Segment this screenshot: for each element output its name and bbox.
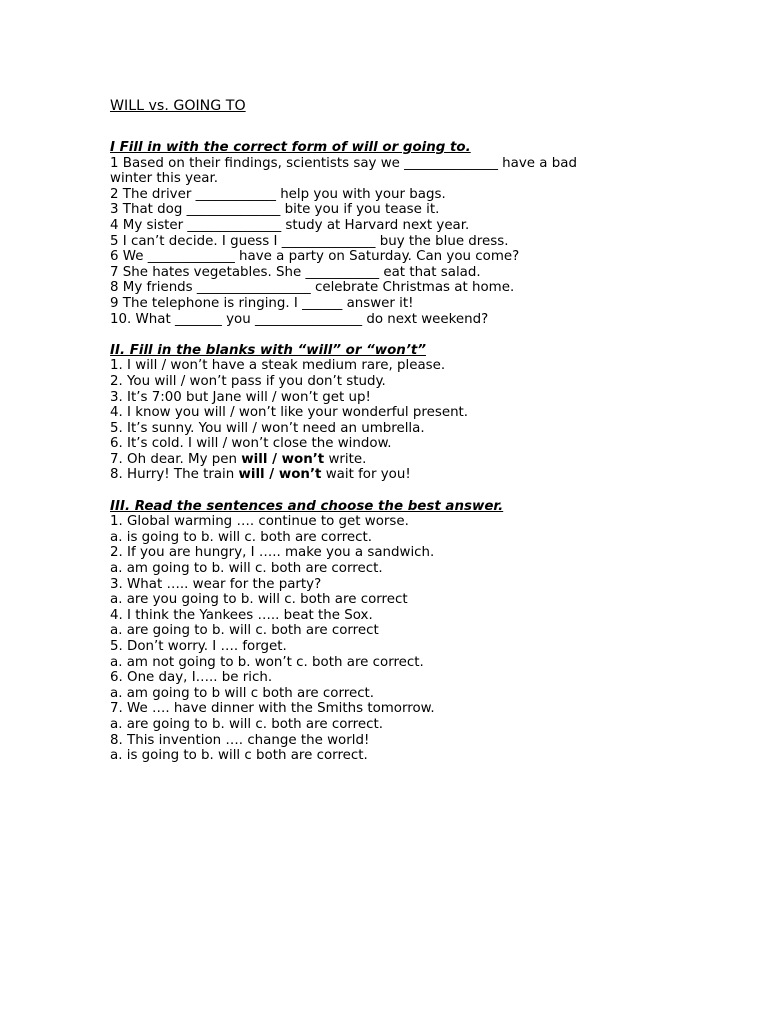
section-2-heading: II. Fill in the blanks with “will” or “won’t” bbox=[110, 342, 426, 358]
exercise-line bbox=[110, 467, 730, 483]
exercise-line bbox=[110, 452, 730, 468]
bold-answer-choice: will / won’t bbox=[238, 467, 322, 483]
exercise-line: 6 We _____________ have a party on Saturday. Can you come? bbox=[110, 249, 520, 265]
line-text: wait for you! bbox=[321, 467, 411, 483]
exercise-line: 9 The telephone is ringing. I ______ answer it! bbox=[110, 295, 414, 311]
section-1-heading: I Fill in with the correct form of will or going to. bbox=[110, 140, 471, 155]
question-line: 6. One day, I….. be rich. bbox=[110, 670, 273, 686]
exercise-line: 3. It’s 7:00 but Jane will / won’t get up! bbox=[110, 389, 371, 405]
exercise-line: 6. It’s cold. I will / won’t close the window. bbox=[110, 436, 392, 452]
exercise-line: 8 My friends _________________ celebrate Christmas at home. bbox=[110, 280, 515, 296]
question-line: 2. If you are hungry, I ….. make you a sandwich. bbox=[110, 545, 435, 561]
section-1 bbox=[110, 140, 730, 327]
answer-options: a. is going to b. will c. both are correct. bbox=[110, 529, 373, 545]
section-3 bbox=[110, 499, 730, 764]
question-line: 5. Don’t worry. I …. forget. bbox=[110, 639, 287, 654]
answer-options: a. are you going to b. will c. both are correct bbox=[110, 592, 408, 608]
answer-options: a. are going to b. will c. both are correct. bbox=[110, 716, 383, 732]
exercise-line: 1. I will / won’t have a steak medium rare, please. bbox=[110, 358, 446, 374]
exercise-line: winter this year. bbox=[110, 171, 219, 187]
exercise-line: 5 I can’t decide. I guess I ______________ buy the blue dress. bbox=[110, 233, 509, 249]
section-2 bbox=[110, 343, 730, 483]
section-3-heading: III. Read the sentences and choose the best answer. bbox=[110, 498, 504, 514]
exercise-line: 7 She hates vegetables. She ___________ eat that salad. bbox=[110, 264, 481, 280]
exercise-line: 3 That dog ______________ bite you if you tease it. bbox=[110, 202, 440, 218]
line-text: write. bbox=[324, 451, 367, 467]
answer-options: a. am going to b will c both are correct. bbox=[110, 685, 375, 701]
line-text: 8. Hurry! The train bbox=[110, 467, 239, 483]
question-line: 8. This invention …. change the world! bbox=[110, 732, 370, 748]
exercise-line: 2 The driver ____________ help you with your bags. bbox=[110, 186, 446, 202]
bold-answer-choice: will / won’t bbox=[241, 451, 325, 467]
exercise-line: 1 Based on their findings, scientists say we ______________ have a bad bbox=[110, 155, 577, 171]
question-line: 3. What ….. wear for the party? bbox=[110, 576, 322, 592]
line-text: 7. Oh dear. My pen bbox=[110, 451, 242, 467]
answer-options: a. is going to b. will c both are correct. bbox=[110, 748, 368, 764]
worksheet-page bbox=[110, 97, 730, 779]
answer-options: a. am not going to b. won’t c. both are correct. bbox=[110, 654, 424, 670]
exercise-line: 4 My sister ______________ study at Harvard next year. bbox=[110, 217, 470, 233]
question-line: 7. We …. have dinner with the Smiths tomorrow. bbox=[110, 701, 435, 717]
exercise-line: 5. It’s sunny. You will / won’t need an umbrella. bbox=[110, 420, 425, 436]
exercise-line: 2. You will / won’t pass if you don’t study. bbox=[110, 373, 386, 389]
page-title: WILL vs. GOING TO bbox=[110, 98, 246, 114]
exercise-line: 10. What _______ you ________________ do next weekend? bbox=[110, 311, 489, 327]
answer-options: a. are going to b. will c. both are correct bbox=[110, 623, 379, 639]
question-line: 4. I think the Yankees ….. beat the Sox. bbox=[110, 607, 373, 623]
answer-options: a. am going to b. will c. both are correct. bbox=[110, 561, 383, 577]
question-line: 1. Global warming …. continue to get worse. bbox=[110, 514, 409, 530]
exercise-line: 4. I know you will / won’t like your wonderful present. bbox=[110, 405, 469, 421]
